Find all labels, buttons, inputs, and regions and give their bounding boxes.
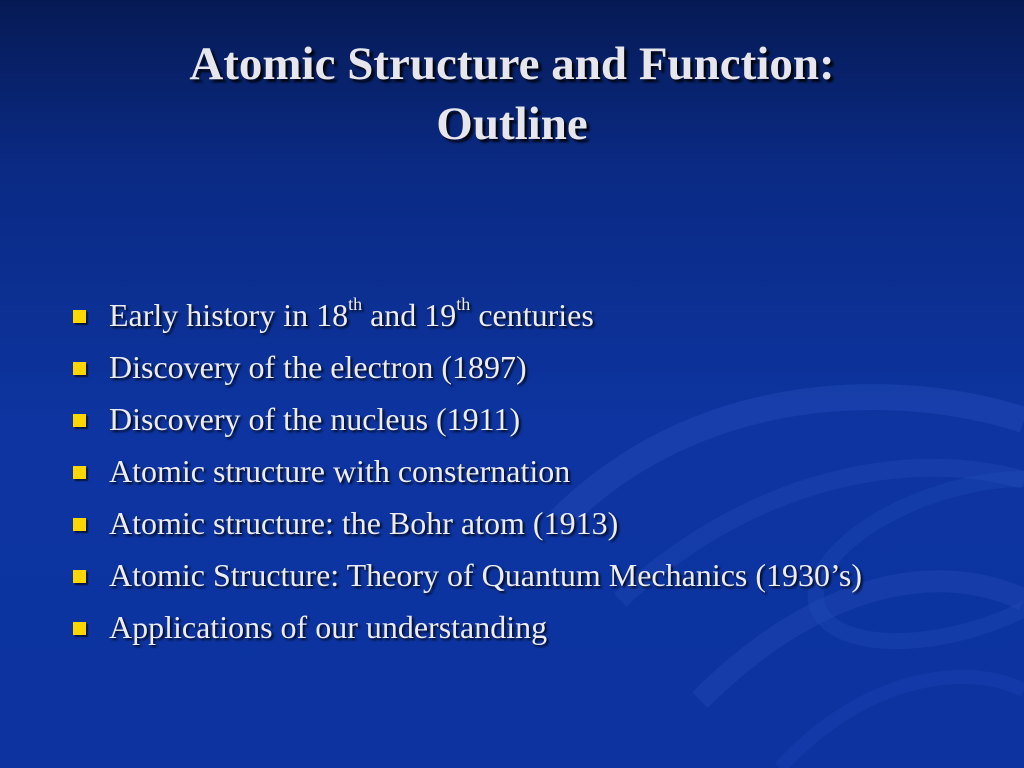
square-bullet-icon bbox=[73, 570, 86, 583]
bullet-text-part: and 19 bbox=[362, 297, 457, 333]
slide-title-line1: Atomic Structure and Function: bbox=[189, 38, 835, 90]
bullet-item-electron bbox=[0, 348, 909, 386]
bullet-text-part: centuries bbox=[470, 297, 594, 333]
slide-title bbox=[0, 34, 1024, 154]
bullet-item-bohr-atom bbox=[0, 504, 909, 542]
superscript-th: th bbox=[348, 294, 363, 315]
bullet-text: Discovery of the electron (1897) bbox=[109, 349, 527, 385]
bullet-text: Atomic Structure: Theory of Quantum Mechanics (1930’s) bbox=[109, 557, 863, 593]
bullet-item-quantum-mechanics bbox=[0, 556, 909, 594]
square-bullet-icon bbox=[73, 518, 86, 531]
bullet-item-applications bbox=[0, 608, 909, 646]
bullet-list bbox=[0, 296, 1024, 660]
bullet-item-consternation bbox=[0, 452, 909, 490]
bullet-text-part: Early history in 18 bbox=[109, 297, 349, 333]
bullet-item-early-history bbox=[0, 296, 909, 334]
superscript-th: th bbox=[456, 294, 471, 315]
square-bullet-icon bbox=[73, 622, 86, 635]
bullet-text: Discovery of the nucleus (1911) bbox=[109, 401, 521, 437]
slide-title-line2: Outline bbox=[436, 98, 588, 150]
square-bullet-icon bbox=[73, 310, 86, 323]
bullet-text: Atomic structure: the Bohr atom (1913) bbox=[109, 505, 619, 541]
square-bullet-icon bbox=[73, 362, 86, 375]
bullet-text: Applications of our understanding bbox=[109, 609, 548, 645]
square-bullet-icon bbox=[73, 466, 86, 479]
square-bullet-icon bbox=[73, 414, 86, 427]
bullet-item-nucleus bbox=[0, 400, 909, 438]
bullet-text: Atomic structure with consternation bbox=[109, 453, 571, 489]
